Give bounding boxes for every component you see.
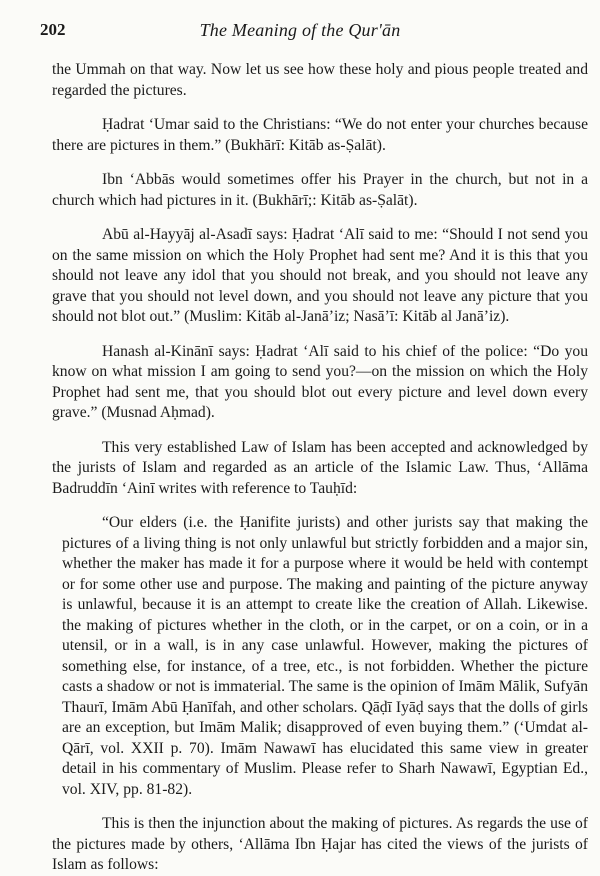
paragraph: Hanash al-Kinānī says: Ḥadrat ‘Alī said to his chief of the police: “Do you know on what mission I am going to send you?—on the mission on which the Holy Prophet had sent me, that you should blot out every picture and level down every grave.” (Musnad Aḥmad).	[52, 342, 588, 421]
paragraph: Ḥadrat ‘Umar said to the Christians: “We do not enter your churches because there are pictures in them.” (Bukhārī: Kitāb as-Ṣalāt).	[52, 116, 588, 154]
paragraph: Abū al-Hayyāj al-Asadī says: Ḥadrat ‘Alī said to me: “Should I not send you on the same mission on which the Holy Prophet had sent me? And it is this that you should not leave any idol that you should not break, and you should not leave any grave that you should not level down, and you should not leave any picture that you should not blot out.” (Muslim: Kitāb al-Janā’iz; Nasā’ī: Kitāb al Janā’iz).	[52, 226, 588, 325]
paragraph: Ibn ‘Abbās would sometimes offer his Prayer in the church, but not in a church which had pictures in it. (Bukhārī;: Kitāb as-Ṣalāt).	[52, 171, 588, 209]
page-body	[52, 60, 588, 876]
block-quote: “Our elders (i.e. the Ḥanifite jurists) and other jurists say that making the pictures of a living thing is not only unlawful but strictly forbidden and a major sin, whether the maker has made it for a purpose where it would be held with contempt or for some other use and purpose. The making and painting of the picture anyway is unlawful, because it is an attempt to create like the creation of Allah. Likewise. the making of pictures whether in the cloth, or in the carpet, or on a coin, or in a utensil, or in a wall, is in any case unlawful. However, making the pictures of something else, for instance, of a tree, etc., is not forbidden. Whether the picture casts a shadow or not is immaterial. The same is the opinion of Imām Mālik, Sufyān Thaurī, Imām Abū Ḥanīfah, and other scholars. Qāḍī Iyāḍ says that the dolls of girls are an exception, but Imām Malik; disapproved of even buying them.” (‘Umdat al-Qārī, vol. XXII p. 70). Imām Nawawī has elucidated this same view in greater detail in his commentary of Muslim. Please refer to Sharh Nawawī, Egyptian Ed., vol. XIV, pp. 81-82).	[62, 514, 588, 798]
running-title: The Meaning of the Qur'ān	[199, 20, 401, 40]
paragraph: This very established Law of Islam has been accepted and acknowledged by the jurists of Islam and regarded as an article of the Islamic Law. Thus, ‘Allāma Badruddīn ‘Ainī writes with reference to Tauḥīd:	[52, 438, 588, 497]
paragraph: This is then the injunction about the making of pictures. As regards the use of the pictures made by others, ‘Allāma Ibn Ḥajar has cited the views of the jurists of Islam as follows:	[52, 815, 588, 873]
page-header	[40, 20, 560, 42]
paragraph: the Ummah on that way. Now let us see how these holy and pious people treated and regarded the pictures.	[52, 61, 588, 99]
page-number: 202	[40, 20, 66, 39]
